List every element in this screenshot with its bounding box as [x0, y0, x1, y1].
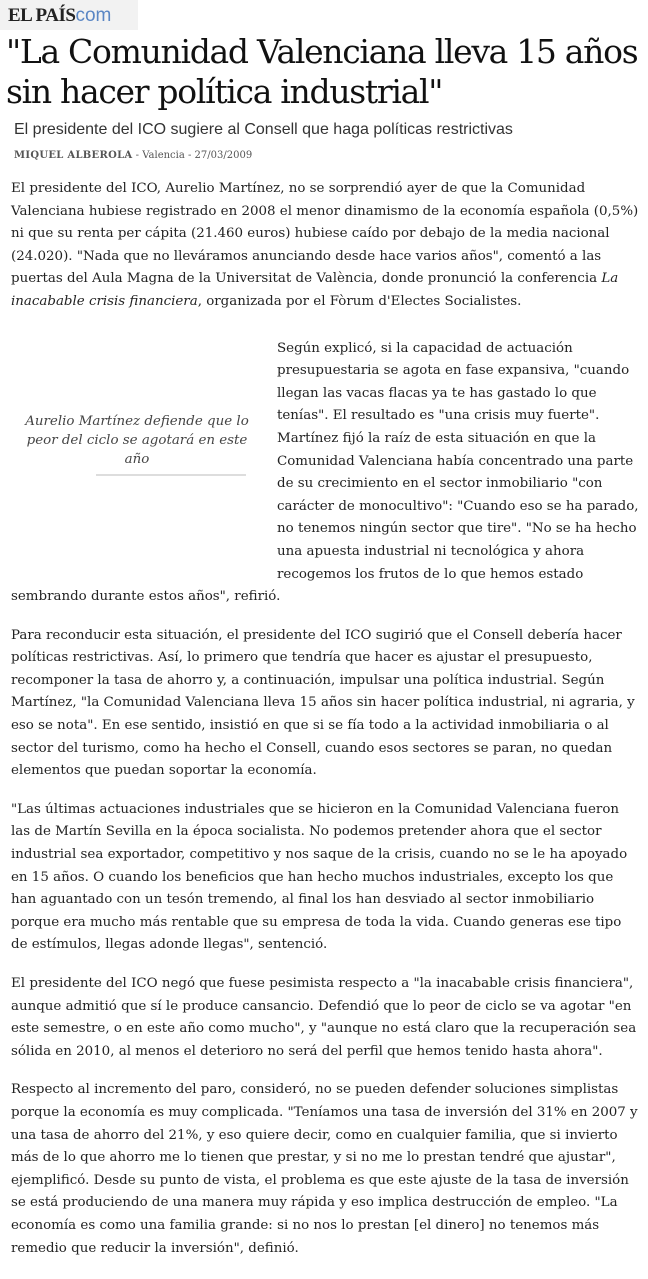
article-subtitle: El presidente del ICO sugiere al Consell que haga políticas restrictivas — [14, 121, 513, 138]
photo-caption: Aurelio Martínez defiende que lo peor del ciclo se agotará en este año — [25, 413, 249, 467]
article-body — [11, 178, 639, 1276]
el-pais-logo[interactable] — [8, 5, 111, 27]
logo-suffix: com — [75, 5, 112, 26]
photo-caption-box — [11, 338, 277, 585]
logo-brand: EL PAÍS — [8, 5, 76, 26]
conference-title: La inacabable crisis financiera — [11, 271, 619, 309]
byline-meta: - Valencia - 27/03/2009 — [132, 150, 253, 161]
article-paragraph — [11, 178, 639, 314]
article-paragraph: Según explicó, si la capacidad de actuación presupuestaria se agota en fase expansiva, "cuando llegan las vacas flacas ya te has gastado lo que tenías". El resultado es "una crisis muy fuerte". Martínez fijó la raíz de esta situación en que la Comunidad Valenciana había concentrado una parte de su crecimiento en el sector inmobiliario "con carácter de monocultivo": "Cuando eso se ha parado, no tenemos ningún sector que tire". "No se ha hecho una apuesta industrial ni tecnológica y ahora recogemos los frutos de lo que hemos estado sembrando durante estos años", refirió. — [11, 340, 639, 605]
byline-author[interactable]: MIQUEL ALBEROLA — [14, 150, 133, 161]
article-paragraph: Respecto al incremento del paro, consideró, no se pueden defender soluciones simplistas porque la economía es muy complicada. "Teníamos una tasa de inversión del 31% en 2007 y una tasa de ahorro del 21%, y eso quiere decir, como en cualquier familia, que si invierto más de lo que ahorro me lo tienen que prestar, y si no me lo prestan tendré que ajustar", ejemplificó. Desde su punto de vista, el problema es que este ajuste de la tasa de inversión se está produciendo de una manera muy rápida y eso implica destrucción de empleo. "La economía es como una familia grande: si no nos lo prestan [el dinero] no tenemos más remedio que reducir la inversión", definió. — [11, 1082, 638, 1256]
byline — [14, 150, 252, 161]
article-headline: "La Comunidad Valenciana lleva 15 años sin hacer política industrial" — [6, 32, 638, 111]
paragraph-text: , organizada por el Fòrum d'Electes Socialistes. — [197, 293, 522, 309]
article-paragraph: "Las últimas actuaciones industriales que se hicieron en la Comunidad Valenciana fueron las de Martín Sevilla en la época socialista. No podemos pretender ahora que el sector industrial sea exportador, competitivo y nos saque de la crisis, cuando no se le ha apoyado en 15 años. O cuando los beneficios que han hecho muchos industriales, excepto los que han aguantado con un tesón tremendo, al final los han desviado al sector inmobiliario porque era mucho más rentable que su empresa de toda la vida. Cuando generas ese tipo de estímulos, llegas adonde llegas", sentenció. — [11, 801, 628, 953]
caption-divider — [96, 474, 246, 476]
article-paragraph: Para reconducir esta situación, el presidente del ICO sugirió que el Consell debería hacer políticas restrictivas. Así, lo primero que tendría que hacer es ajustar el presupuesto, recomponer la tasa de ahorro y, a continuación, impulsar una política industrial. Según Martínez, "la Comunidad Valenciana lleva 15 años sin hacer política industrial, ni agraria, y eso se nota". En ese sentido, insistió en que si se fía todo a la actividad inmobiliaria o al sector del turismo, como ha hecho el Consell, cuando esos sectores se paran, no quedan elementos que puedan soportar la economía. — [11, 627, 635, 779]
paragraph-text: El presidente del ICO, Aurelio Martínez, no se sorprendió ayer de que la Comunidad Valenciana hubiese registrado en 2008 el menor dinamismo de la economía española (0,5%) ni que su renta per cápita (21.460 euros) hubiese caído por debajo de la media nacional (24.020). "Nada que no lleváramos anunciando desde hace varios años", comentó a las puertas del Aula Magna de la Universitat de València, donde pronunció la conferencia — [11, 181, 639, 287]
masthead[interactable] — [0, 0, 138, 30]
article-paragraph: El presidente del ICO negó que fuese pesimista respecto a "la inacabable crisis financiera", aunque admitió que sí le produce cansancio. Defendió que lo peor de ciclo se va agotar "en este semestre, o en este año como mucho", y "aunque no está claro que la recuperación sea sólida en 2010, al menos el deterioro no será del perfil que hemos tenido hasta ahora". — [11, 976, 637, 1059]
